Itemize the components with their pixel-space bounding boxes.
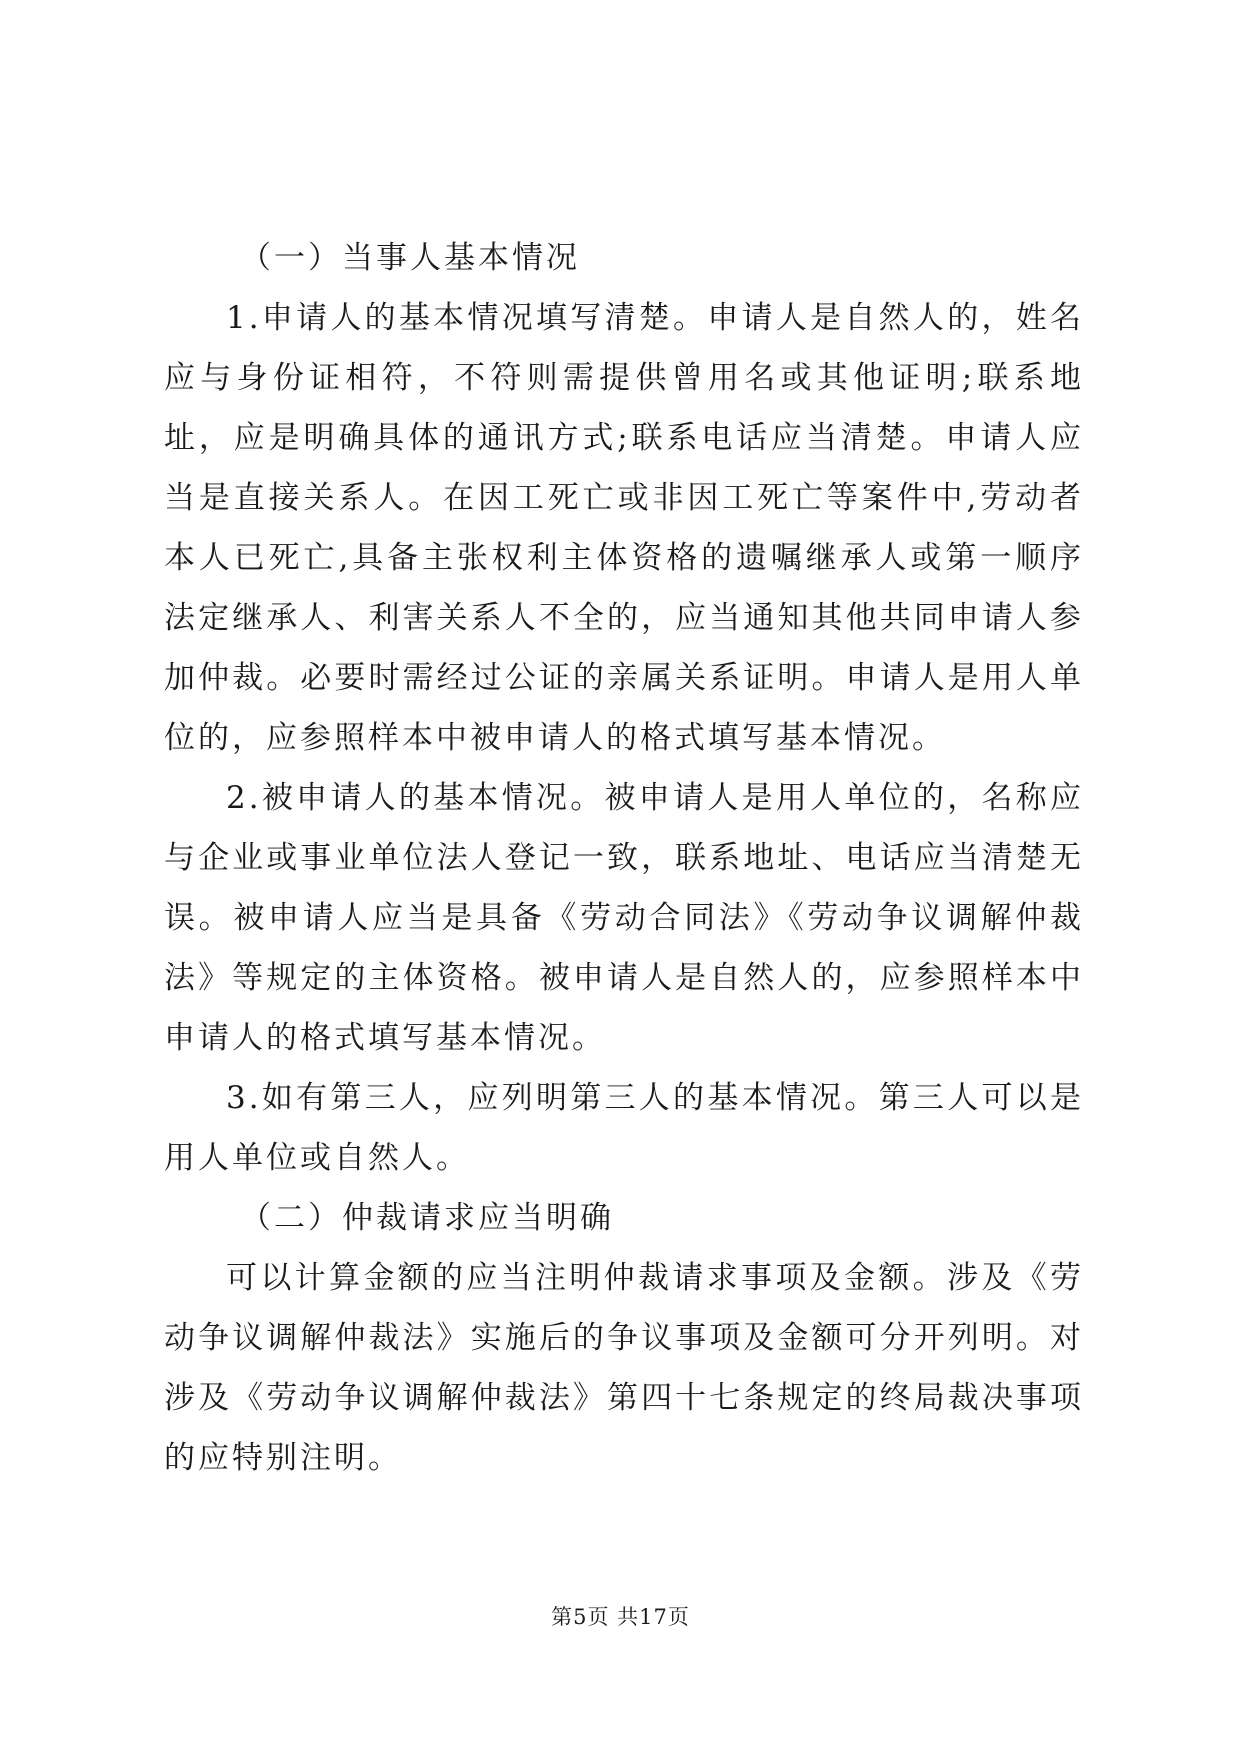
document-body [164,228,1084,1488]
section-heading-parties: （一）当事人基本情况 [240,240,580,276]
paragraph-applicant-info: 1.申请人的基本情况填写清楚。申请人是自然人的，姓名应与身份证相符，不符则需提供曾用名或其他证明;联系地址，应是明确具体的通讯方式;联系电话应当清楚。申请人应当是直接关系人。在因工死亡或非因工死亡等案件中,劳动者本人已死亡,具备主张权利主体资格的遗嘱继承人或第一顺序法定继承人、利害关系人不全的，应当通知其他共同申请人参加仲裁。必要时需经过公证的亲属关系证明。申请人是用人单位的，应参照样本中被申请人的格式填写基本情况。 [164,300,1084,756]
paragraph-claims: 可以计算金额的应当注明仲裁请求事项及金额。涉及《劳动争议调解仲裁法》实施后的争议事项及金额可分开列明。对涉及《劳动争议调解仲裁法》第四十七条规定的终局裁决事项的应特别注明。 [164,1260,1084,1476]
paragraph-third-party: 3.如有第三人，应列明第三人的基本情况。第三人可以是用人单位或自然人。 [164,1080,1084,1176]
paragraph-respondent-info: 2.被申请人的基本情况。被申请人是用人单位的，名称应与企业或事业单位法人登记一致，联系地址、电话应当清楚无误。被申请人应当是具备《劳动合同法》《劳动争议调解仲裁法》等规定的主体资格。被申请人是自然人的，应参照样本中申请人的格式填写基本情况。 [164,780,1084,1056]
section-heading-claims: （二）仲裁请求应当明确 [240,1200,614,1236]
page-number-footer: 第5页 共17页 [551,1605,690,1629]
